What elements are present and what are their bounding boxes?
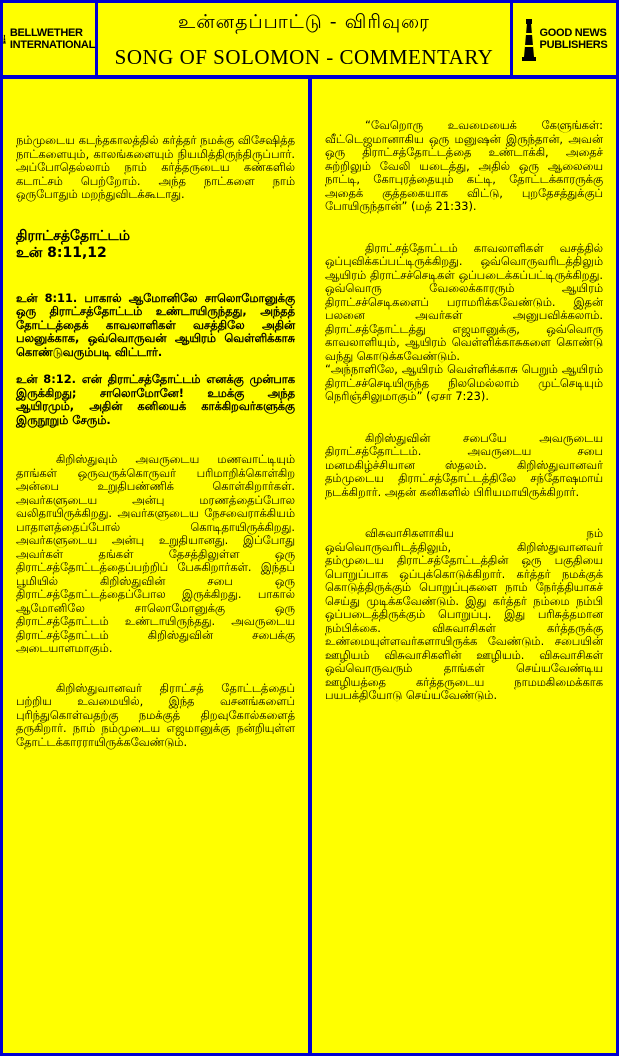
heading-line1: திராட்சத்தோட்டம்: [16, 227, 130, 244]
title-english: SONG OF SOLOMON - COMMENTARY: [114, 45, 494, 69]
bellwether-logo: [3, 3, 95, 75]
logo-left-line2: INTERNATIONAL: [9, 39, 95, 51]
paragraph-3: திராட்சத்தோட்டம் காவலாளிகள் வசத்தில் ஒப்புவிக்கப்பட்டிருக்கிறது. ஒவ்வொருவரிடத்திலும் ஆயிரம் திராட்சச்செடிகள் ஒப்படைக்கப்பட்டிருக்கிறது. ஒவ்வொரு வேலைக்காரரும் ஆயிரம் திராட்சச்செடிகளைப் பராமரிக்கவேண்டும். இதன் பலனை அவர்கள் அனுபவிக்கலாம். திராட்சத்தோட்டத்து எஜமானுக்கு, ஒவ்வொரு காவலாளியும், ஆயிரம் வெள்ளிக்காசுகளை கொண்டு வந்து கொடுக்கவேண்டும்.: [325, 240, 603, 363]
page-title: [98, 3, 510, 75]
intro-paragraph: நம்முடைய கடந்தகாலத்தில் கர்த்தர் நமக்கு விசேஷித்த நாட்களையும், காலங்களையும் நியமித்திருந்திருப்பார். அப்போதெல்லாம் நாம் கர்த்தருடைய கண்களில் கடாட்சம் பெற்றோம். அந்த நாட்களை நாம் ஒருபோதும் மறந்துவிடக்கூடாது.: [16, 133, 295, 201]
paragraph-4: கிறிஸ்துவின் சபையே அவருடைய திராட்சத்தோட்டம். அவருடைய சபை மனமகிழ்ச்சியான ஸ்தலம். கிறிஸ்துவானவர் தம்முடைய திராட்சத்தோட்டத்திலே சந்தோஷமாய் நடக்கிறார். அதன் கனிகளில் பிரியமாயிருக்கிறார்.: [325, 430, 603, 499]
verse-12: உன் 8:12. என் திராட்சத்தோட்டம் எனக்கு முன்பாக இருக்கிறது; சாலொமோனே! உமக்கு அந்த ஆயிரமும், அதின் கனியைக் காக்கிறவர்களுக்கு இருநூறும் சேரும்.: [16, 372, 295, 427]
quote-matthew: “வேறொரு உவமையைக் கேளுங்கள்: வீட்டெஜமானாகிய ஒரு மனுஷன் இருந்தான், அவன் ஒரு திராட்சத்தோட்டத்தை உண்டாக்கி, அதைச் சுற்றிலும் வேலி யடைத்து, அதில் ஒரு ஆலையை நாட்டி, கோபுரத்தையும் கட்டி, தோட்டக்காரருக்கு அதைக் குத்தகையாக விட்டு, புறதேசத்துக்குப் போயிருந்தான்” (மத் 21:33).: [325, 118, 603, 213]
section-heading: [16, 228, 295, 262]
logo-right-line1: GOOD NEWS: [539, 27, 607, 39]
paragraph-2: கிறிஸ்துவானவர் திராட்சத் தோட்டத்தைப் பற்றிய உவமையில், இந்த வசனங்களைப் புரிந்துகொள்வதற்கு நமக்குத் திறவுகோல்களைத் தருகிறார். நாம் நம்முடைய எஜமானுக்கு நன்றியுள்ள தோட்டக்காரராயிருக்கவேண்டும்.: [16, 680, 295, 749]
left-column: [3, 79, 308, 1053]
right-column: [312, 79, 616, 1053]
logo-left-line1: BELLWETHER: [9, 27, 83, 39]
paragraph-5: விசுவாசிகளாகிய நம் ஒவ்வொருவரிடத்திலும், கிறிஸ்துவானவர் தம்முடைய திராட்சத்தோட்டத்தின் ஒரு பகுதியை பொறுப்பாக ஒப்புக்கொடுக்கிறார். கர்த்தர் நமக்குக் கொடுத்திருக்கும் பொறுப்புகளை நாம் நேர்த்தியாகச் செய்து முடிக்கவேண்டும். இது கர்த்தர் நம்மை நம்பி ஒப்படைத்திருக்கும் பொறுப்பு. இது பரிசுத்தமான நம்பிக்கை. விசுவாசிகள் கர்த்தருக்கு உண்மையுள்ளவர்களாயிருக்க வேண்டும். சபையின் ஊழியம் விசுவாசிகளின் ஊழியம். விசுவாசிகள் ஒவ்வொருவரும் தாங்கள் செய்யவேண்டிய ஊழியத்தை கர்த்தருடைய நாமமகிமைக்காக பயபக்தியோடு செய்யவேண்டும்.: [325, 526, 603, 702]
good-news-logo: [513, 3, 616, 75]
lighthouse-icon: [3, 17, 6, 61]
paragraph-1: கிறிஸ்துவும் அவருடைய மணவாட்டியும் தாங்கள் ஒருவருக்கொருவர் பரிமாறிக்கொள்கிற அன்பை உறுதிபண்ணிக் கொள்கிறார்கள். அவர்களுடைய அன்பு மரணத்தைப்போல வலிதாயிருக்கிறது. அவர்களுடைய நேசவைராக்கியம் பாதாளத்தைப்போல் கொடிதாயிருக்கிறது. அவர்களுடைய அன்பு உறுதியானது. இப்போது அவர்கள் தங்கள் தேசத்திலுள்ள ஒரு திராட்சத்தோட்டத்தைப்பற்றிப் பேசுகிறார்கள். இந்தப் பூமியில் கிறிஸ்துவின் சபை ஒரு திராட்சத்தோட்டத்தைப்போல இருக்கிறது. பாகால் ஆமோனிலே சாலொமோனுக்கு ஒரு திராட்சத்தோட்டம் உண்டாயிருந்தது. அவருடைய திராட்சத்தோட்டம் கிறிஸ்துவின் சபைக்கு அடையாளமாகும்.: [16, 452, 295, 655]
title-tamil: உன்னதப்பாட்டு - விரிவுரை: [178, 11, 430, 33]
quote-isaiah: “அந்நாளிலே, ஆயிரம் வெள்ளிக்காசு பெறும் ஆயிரம் திராட்சச்செடியிருந்த நிலமெல்லாம் முட்செடியும் நெரிஞ்சிலுமாகும்” (ஏசா 7:23).: [325, 362, 603, 403]
verse-11: உன் 8:11. பாகால் ஆமோனிலே சாலொமோனுக்கு ஒரு திராட்சத்தோட்டம் உண்டாயிருந்தது, அந்தத் தோட்டத்தைக் காவலாளிகள் வசத்திலே அதின் பலனுக்காக, ஒவ்வொருவன் ஆயிரம் வெள்ளிக்காசு கொண்டுவரும்படி விட்டார்.: [16, 290, 295, 359]
heading-line2: உன் 8:11,12: [16, 244, 107, 261]
lighthouse-icon: [522, 17, 536, 61]
logo-right-line2: PUBLISHERS: [539, 39, 608, 51]
